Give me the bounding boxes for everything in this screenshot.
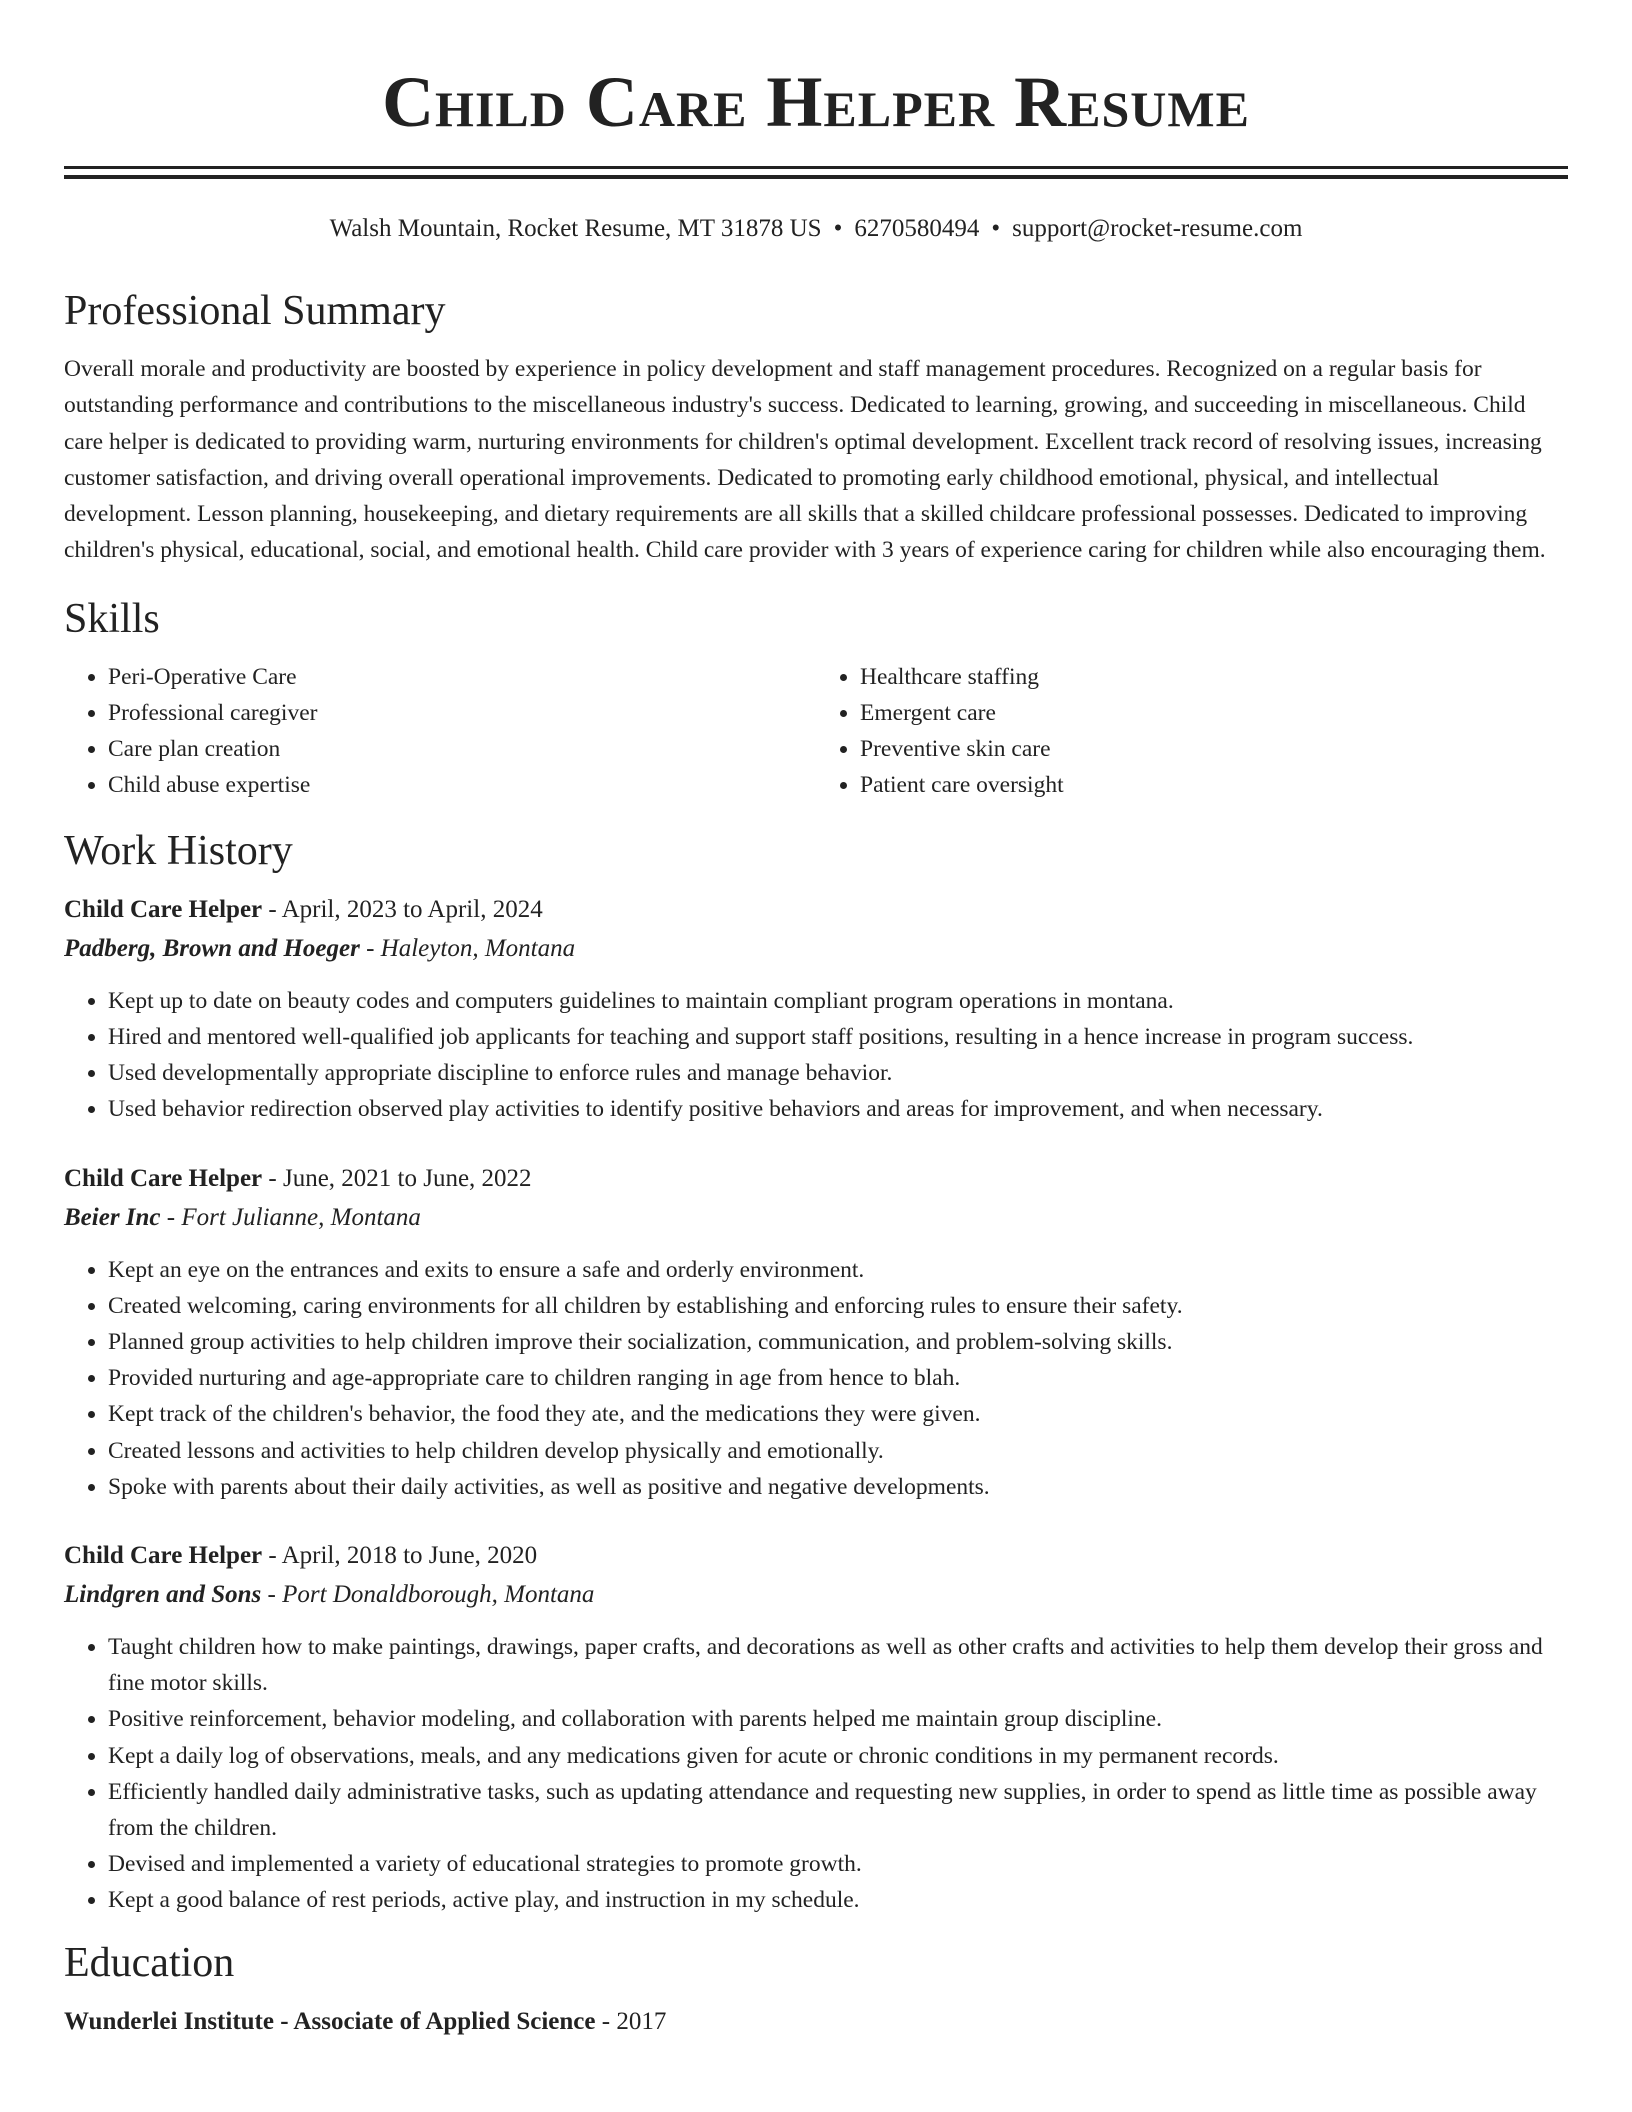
title-rule-top (64, 166, 1568, 169)
summary-section (64, 285, 1568, 569)
job-duty: • Efficiently handled daily administrative tasks, such as updating attendance and requesting new supplies, in order to spend as little time as possible away from the children. (108, 1774, 1568, 1846)
job-duty: • Kept a good balance of rest periods, active play, and instruction in my schedule. (108, 1882, 1568, 1918)
skill-item: • Emergent care (860, 695, 1568, 731)
job-duty: • Kept an eye on the entrances and exits to ensure a safe and orderly environment. (108, 1252, 1568, 1288)
job-duty: • Kept track of the children's behavior, the food they ate, and the medications they were given. (108, 1396, 1568, 1432)
job-duty: • Created welcoming, caring environments for all children by establishing and enforcing rules to ensure their safety. (108, 1288, 1568, 1324)
job-location: - Haleyton, Montana (359, 934, 576, 962)
job-duty: • Created lessons and activities to help children develop physically and emotionally. (108, 1433, 1568, 1469)
skills-columns (64, 659, 1568, 803)
skill-item: • Care plan creation (108, 731, 816, 767)
job-title-line (64, 891, 1568, 929)
skill-item: • Preventive skin care (860, 731, 1568, 767)
contact-separator: • (991, 215, 1001, 242)
job-duty: • Taught children how to make paintings, drawings, paper crafts, and decorations as well as other crafts and activities to help them develop their gross and fine motor skills. (108, 1629, 1568, 1701)
job-duty: • Kept a daily log of observations, meals, and any medications given for acute or chronic conditions in my permanent records. (108, 1738, 1568, 1774)
job-title-line (64, 1160, 1568, 1198)
job-duty: • Devised and implemented a variety of educational strategies to promote growth. (108, 1846, 1568, 1882)
contact-separator: • (833, 215, 843, 242)
skill-item: • Child abuse expertise (108, 767, 816, 803)
job-title-line (64, 1537, 1568, 1575)
title-rule-bottom (64, 175, 1568, 179)
resume-content (64, 0, 1568, 2041)
education-school: Wunderlei Institute (64, 2007, 274, 2035)
job-duty: • Positive reinforcement, behavior modeling, and collaboration with parents helped me maintain group discipline. (108, 1701, 1568, 1737)
job-title: Child Care Helper (64, 895, 263, 923)
job-company-line (64, 929, 1568, 969)
job-duty: • Planned group activities to help children improve their socialization, communication, and problem-solving skills. (108, 1324, 1568, 1360)
job-dates: - April, 2023 to April, 2024 (262, 895, 543, 923)
job-duties-list (64, 1252, 1568, 1505)
job-duty: • Provided nurturing and age-appropriate care to children ranging in age from hence to blah. (108, 1360, 1568, 1396)
summary-heading: Professional Summary (64, 288, 446, 334)
job-company: Lindgren and Sons (64, 1581, 262, 1609)
education-section (64, 1937, 1568, 2041)
job-duty: • Hired and mentored well-qualified job applicants for teaching and support staff positions, resulting in a hence increase in program success. (108, 1019, 1568, 1055)
skill-item: • Healthcare staffing (860, 659, 1568, 695)
job-entry (64, 1160, 1568, 1505)
resume-title: Child Care Helper Resume (382, 62, 1250, 142)
education-degree: - Associate of Applied Science (273, 2007, 596, 2035)
education-heading: Education (64, 1939, 235, 1986)
skill-item: • Peri-Operative Care (108, 659, 816, 695)
contact-phone: 6270580494 (854, 215, 980, 242)
job-duty: • Spoke with parents about their daily activities, as well as positive and negative developments. (108, 1469, 1568, 1505)
job-company: Beier Inc (64, 1203, 161, 1231)
job-location: - Fort Julianne, Montana (160, 1203, 421, 1231)
skill-item: • Professional caregiver (108, 695, 816, 731)
job-dates: - April, 2018 to June, 2020 (262, 1542, 538, 1570)
skill-item: • Patient care oversight (860, 767, 1568, 803)
contact-line (64, 213, 1568, 245)
skills-left-list (64, 659, 816, 803)
job-duty: • Kept up to date on beauty codes and computers guidelines to maintain compliant program operations in montana. (108, 983, 1568, 1019)
job-company-line (64, 1198, 1568, 1238)
job-title: Child Care Helper (64, 1164, 263, 1192)
job-duties-list (64, 1629, 1568, 1919)
job-duties-list (64, 983, 1568, 1128)
work-history-heading: Work History (64, 827, 293, 874)
education-year: - 2017 (595, 2007, 667, 2035)
job-location: - Port Donaldborough, Montana (261, 1581, 595, 1609)
contact-email: support@rocket-resume.com (1012, 215, 1303, 242)
job-entry (64, 891, 1568, 1128)
job-dates: - June, 2021 to June, 2022 (262, 1164, 532, 1192)
summary-text: Overall morale and productivity are boosted by experience in policy development and staff management procedures. Recognized on a regular basis for outstanding performance and contributions to the miscellaneous industry's success. Dedicated to learning, growing, and succeeding in miscellaneous. Child care helper is dedicated to providing warm, nurturing environments for children's optimal development. Excellent track record of resolving issues, increasing customer satisfaction, and driving overall operational improvements. Dedicated to promoting early childhood emotional, physical, and intellectual development. Lesson planning, housekeeping, and dietary requirements are all skills that a skilled childcare professional possesses. Dedicated to improving children's physical, educational, social, and emotional health. Child care provider with 3 years of experience caring for children while also encouraging them. (64, 356, 1546, 564)
skills-heading: Skills (64, 595, 160, 642)
job-company-line (64, 1575, 1568, 1615)
job-company: Padberg, Brown and Hoeger (64, 934, 360, 962)
job-duty: • Used behavior redirection observed play activities to identify positive behaviors and areas for improvement, and when necessary. (108, 1091, 1568, 1127)
skills-section (64, 593, 1568, 803)
job-duty: • Used developmentally appropriate discipline to enforce rules and manage behavior. (108, 1055, 1568, 1091)
job-entry (64, 1537, 1568, 1919)
contact-address: Walsh Mountain, Rocket Resume, MT 31878 US (329, 215, 822, 242)
education-entry (64, 2003, 1568, 2041)
work-history-section (64, 825, 1568, 1919)
job-title: Child Care Helper (64, 1542, 263, 1570)
skills-right-list (816, 659, 1568, 803)
